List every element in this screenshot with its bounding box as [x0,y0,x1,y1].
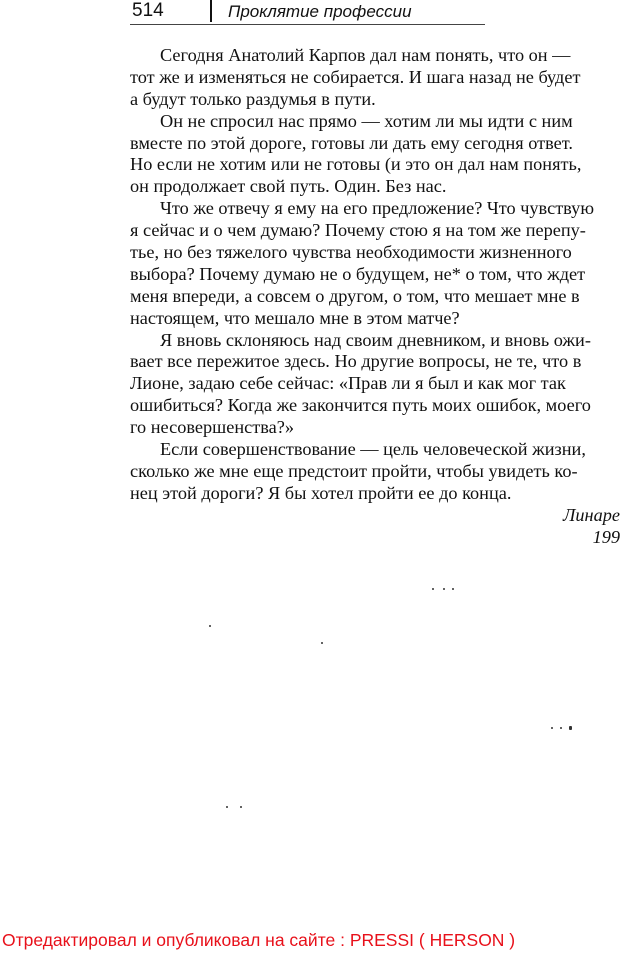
text-line: я сейчас и о чем думаю? Почему стою я на том же перепу- [130,220,586,241]
text-line: настоящем, что мешало мне в этом матче? [130,307,460,328]
scan-speck [452,588,454,590]
footer-credit: Отредактировал и опубликовал на сайте : PRESSI ( HERSON ) [2,930,516,950]
scan-speck [443,588,445,590]
text-line: тье, но без тяжелого чувства необходимости жизненного [130,242,572,263]
text-line: он продолжает свой путь. Один. Без нас. [130,176,447,197]
scan-speck [569,726,572,730]
signature-place: Линаре [563,505,620,525]
text-line: выбора? Почему думаю не о будущем, не* о том, что ждет [130,263,586,284]
page-header [130,0,485,25]
text-line: вает все пережитое здесь. Но другие вопросы, не те, что в [130,351,582,372]
text-line: Лионе, задаю себе сейчас: «Прав ли я был и как мог так [130,373,566,394]
scan-speck [432,588,434,590]
page-number: 514 [132,0,164,21]
scan-speck [321,642,323,644]
signature-year: 199 [592,526,620,547]
running-title: Проклятие профессии [228,2,412,21]
text-line: Если совершенствование — цель человеческой жизни, [160,439,586,460]
text-line: Что же отвечу я ему на его предложение? Что чувствую [160,198,594,219]
text-line: сколько же мне еще предстоит пройти, чтобы увидеть ко- [130,460,578,481]
scan-speck [209,625,211,627]
text-line: а будут только раздумья в пути. [130,88,376,109]
body-text [130,45,620,505]
signature [563,505,620,549]
text-line: го несовершенства?» [130,417,294,438]
text-line: нец этой дороги? Я бы хотел пройти ее до конца. [130,482,512,503]
text-line: вместе по этой дороге, готовы ли дать ему сегодня ответ. [130,132,573,153]
scan-speck [240,806,242,808]
text-line: Сегодня Анатолий Карпов дал нам понять, что он — [160,45,571,65]
header-divider [210,0,212,22]
text-line: Я вновь склоняюсь над своим дневником, и вновь ожи- [160,329,591,350]
text-line: Он не спросил нас прямо — хотим ли мы идти с ним [160,110,573,131]
text-line: ошибиться? Когда же закончится путь моих ошибок, моего [130,395,591,416]
scan-speck [551,727,553,729]
text-line: тот же и изменяться не собирается. И шага назад не будет [130,66,581,87]
text-line: меня впереди, а совсем о другом, о том, что мешает мне в [130,285,580,306]
scan-speck [226,806,228,808]
scan-speck [560,727,562,729]
text-line: Но если не хотим или не готовы (и это он дал нам понять, [130,154,582,175]
